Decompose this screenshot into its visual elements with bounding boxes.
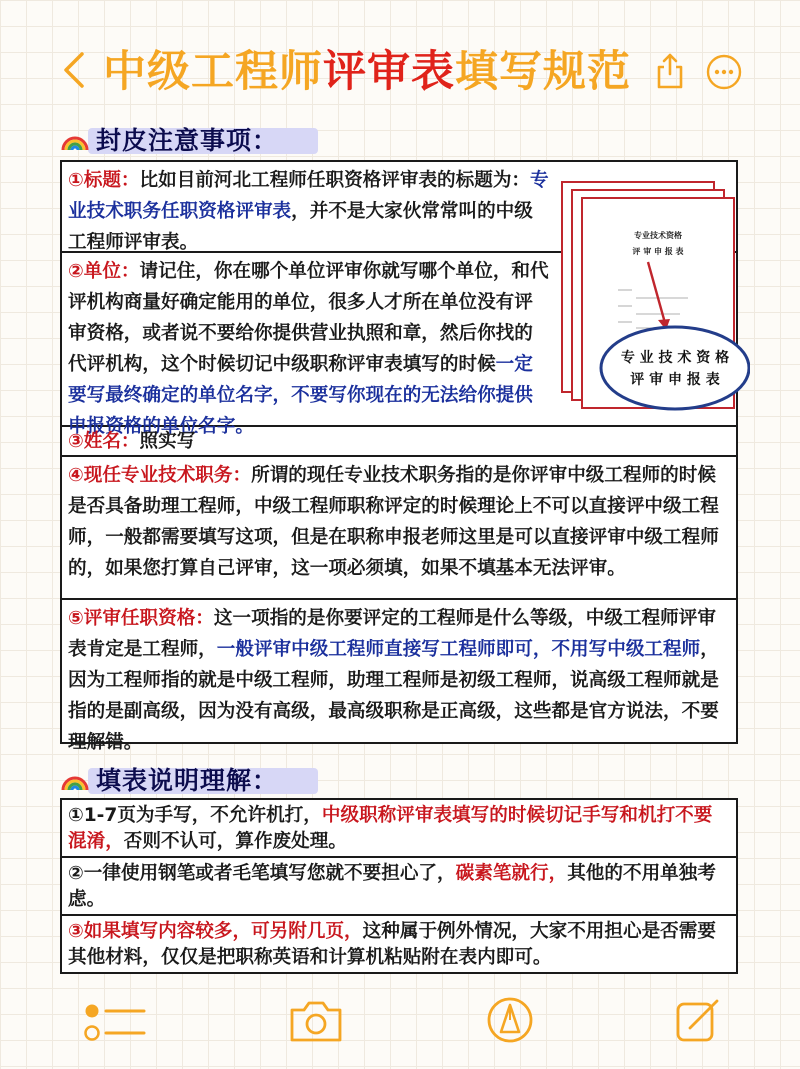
item-highlight: ③如果填写内容较多，可另附几页， — [68, 921, 363, 942]
section-form-instructions-heading — [60, 762, 278, 796]
item-highlight: 中级职称评审表填写的时候切记手写和机打不要混淆， — [68, 805, 713, 852]
item-label: ②单位： — [68, 261, 140, 282]
item-highlight: 一定要写最终确定的单位名字，不要写你现在的无法给你提供申报资格的单位名字。 — [68, 354, 533, 437]
item-highlight: 一般评审中级工程师直接写工程师即可，不用写中级工程师 — [216, 639, 701, 660]
back-chevron-icon[interactable] — [58, 50, 88, 90]
item-text: 这一项指的是你要评定的工程师是什么等级，中级工程师评审表肯定是工程师， — [68, 608, 716, 660]
item-text: 其他的不用单独考虑。 — [68, 863, 716, 910]
item-highlight: 专业技术职务任职资格评审表 — [68, 170, 549, 222]
list-item-name — [62, 427, 736, 457]
rainbow-icon — [60, 126, 90, 152]
section-heading-text: 封皮注意事项： — [96, 126, 279, 155]
item-text: 照实写 — [139, 431, 196, 452]
item-label: ⑤评审任职资格： — [68, 608, 214, 629]
doc-title-line-1: 专业技术资格 — [634, 230, 682, 240]
form-instructions-table — [60, 798, 738, 974]
item-label: ①标题： — [68, 170, 140, 191]
pen-markup-icon[interactable] — [486, 996, 534, 1044]
item-text: ①1-7页为手写，不允许机打， — [68, 805, 322, 826]
list-item-current-position — [62, 457, 736, 600]
rainbow-icon — [60, 766, 90, 792]
item-text: ，因为工程师指的就是中级工程师，助理工程师是初级工程师，说高级工程师就是指的是副高级，因为没有高级，最高级职称是正高级，这些都是官方说法，不要理解错。 — [68, 639, 719, 753]
list-item-pen — [62, 858, 736, 916]
page-title — [103, 38, 631, 99]
item-highlight: 碳素笔就行， — [455, 863, 568, 884]
checklist-icon[interactable] — [82, 1002, 148, 1042]
list-item-handwriting — [62, 800, 736, 858]
title-part-3: 填写规范 — [455, 47, 631, 97]
compose-icon[interactable] — [674, 996, 722, 1044]
zoom-title-line-2: 评 审 申 报 表 — [630, 372, 720, 388]
zoom-title-line-1: 专 业 技 术 资 格 — [620, 350, 730, 366]
doc-title-line-2: 评 审 申 报 表 — [632, 246, 684, 256]
item-text: 所谓的现任专业技术职务指的是你评审中级工程师的时候是否具备助理工程师，中级工程师职称评定的时候理论上不可以直接评中级工程师，一般都需要填写这项，但是在职称申报老师这里是可以直接评审中级工程师的，如果您打算自己评审，这一项必须填，如果不填基本无法评审。 — [68, 465, 719, 579]
item-text: 请记住，你在哪个单位评审你就写哪个单位，和代评机构商量好确定能用的单位，很多人才所在单位没有评审资格，或者说不要给你提供营业执照和章，然后你找的代评机构，这个时候切记中级职称评审表填写的时候 — [68, 261, 549, 375]
list-item-attachments — [62, 916, 736, 972]
item-text: 比如目前河北工程师任职资格评审表的标题为： — [139, 170, 531, 191]
more-options-icon[interactable] — [706, 54, 742, 90]
header-bar — [0, 0, 800, 130]
section-cover-notes-heading — [60, 122, 278, 156]
item-label: ③姓名： — [68, 431, 140, 452]
item-text: ，并不是大家伙常常叫的中级工程师评审表。 — [68, 201, 533, 253]
title-part-1: 中级工程师 — [103, 47, 323, 97]
item-text: ②一律使用钢笔或者毛笔填写您就不要担心了， — [68, 863, 456, 884]
list-item-qualification — [62, 600, 736, 753]
share-icon[interactable] — [655, 52, 685, 90]
item-label: ④现任专业技术职务： — [68, 465, 252, 486]
title-part-2: 评审表 — [323, 47, 455, 97]
item-text: 这种属于例外情况，大家不用担心是否需要其他材料，仅仅是把职称英语和计算机粘贴附在表内即可。 — [68, 921, 716, 968]
camera-icon[interactable] — [288, 998, 344, 1044]
form-cover-illustration — [560, 178, 750, 414]
item-text: 否则不认可，算作废处理。 — [123, 831, 347, 852]
section-heading-text: 填表说明理解： — [96, 766, 279, 795]
